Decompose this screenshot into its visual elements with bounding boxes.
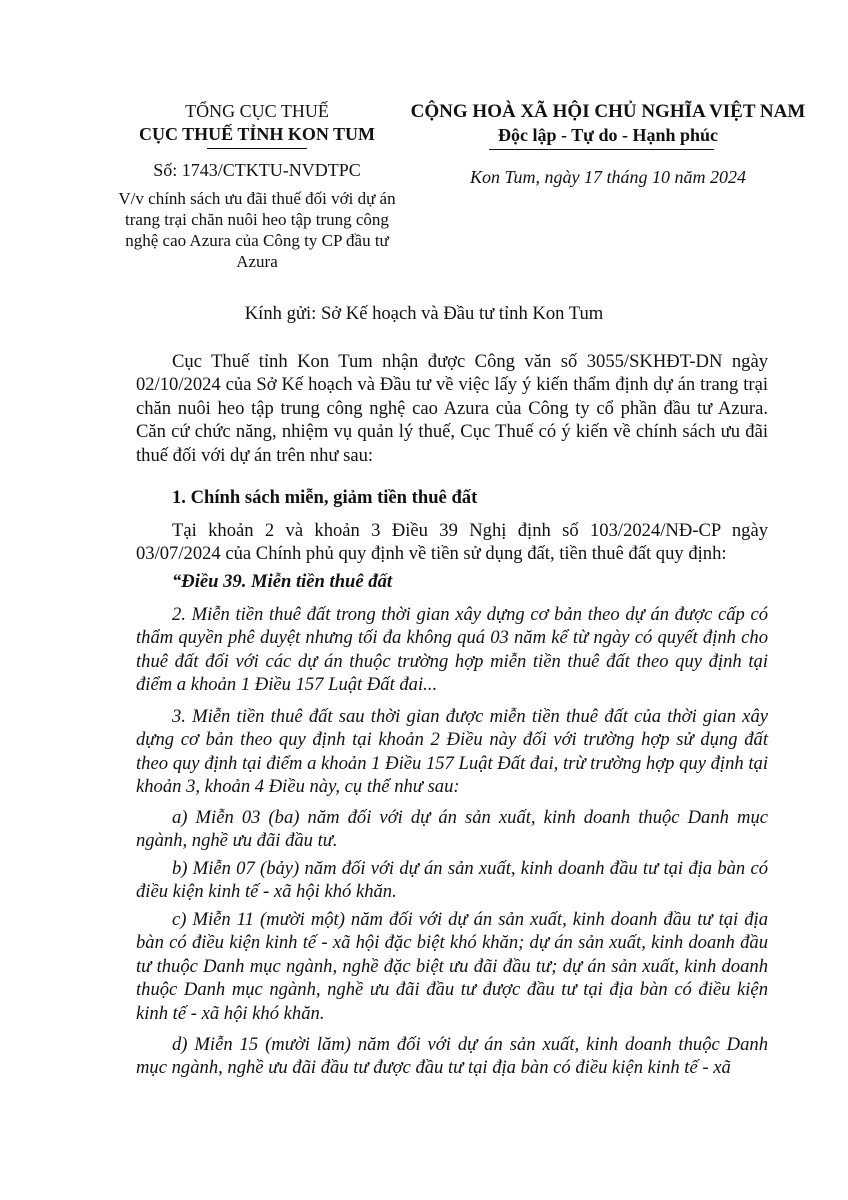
national-motto: Độc lập - Tự do - Hạnh phúc — [497, 125, 719, 145]
point-c: c) Miễn 11 (mười một) năm đối với dự án sản xuất, kinh doanh đầu tư tại địa bàn có điều kiện kinh tế - xã hội đặc biệt khó khăn; dự án sản xuất, kinh doanh đầu tư thuộc Danh mục ngành, nghề đặc biệt ưu đãi đầu tư; dự án sản xuất, kinh doanh thuộc Danh mục ngành, nghề ưu đãi đầu tư được đầu tư tại địa bàn có điều kiện kinh tế - xã hội khó khăn. — [136, 909, 768, 1024]
clause-2: 2. Miễn tiền thuê đất trong thời gian xây dựng cơ bản theo dự án được cấp có thẩm quyền phê duyệt nhưng tối đa không quá 03 năm kể từ ngày có quyết định cho thuê đất đối với các dự án thuộc trường hợp miễn tiền thuê đất theo quy định tại điểm a khoản 1 Điều 157 Luật Đất đai... — [136, 604, 768, 696]
intro-paragraph: Cục Thuế tỉnh Kon Tum nhận được Công văn số 3055/SKHĐT-DN ngày 02/10/2024 của Sở Kế hoạch và Đầu tư về việc lấy ý kiến thẩm định dự án trang trại chăn nuôi heo tập trung công nghệ cao Azura của Công ty cổ phần đầu tư Azura. Căn cứ chức năng, nhiệm vụ quản lý thuế, Cục Thuế có ý kiến về chính sách ưu đãi thuế đối với dự án trên như sau: — [136, 351, 768, 466]
article-heading: “Điều 39. Miễn tiền thuê đất — [172, 571, 393, 592]
clause-3: 3. Miễn tiền thuê đất sau thời gian được miễn tiền thuê đất của thời gian xây dựng cơ bản theo quy định tại khoản 2 Điều này đối với trường hợp sử dụng đất theo quy định tại điểm a khoản 1 Điều 157 Luật Đất đai, trừ trường hợp quy định tại khoản 3, khoản 4 Điều này, cụ thể như sau: — [136, 706, 768, 798]
document-subject: V/v chính sách ưu đãi thuế đối với dự án trang trại chăn nuôi heo tập trung công nghệ cao Azura của Công ty CP đầu tư Azura — [118, 189, 396, 271]
place-date: Kon Tum, ngày 17 tháng 10 năm 2024 — [469, 167, 746, 187]
point-d: d) Miễn 15 (mười lăm) năm đối với dự án sản xuất, kinh doanh thuộc Danh mục ngành, nghề ưu đãi đầu tư được đầu tư tại địa bàn có điều kiện kinh tế - xã — [136, 1034, 768, 1079]
section-1-paragraph: Tại khoản 2 và khoản 3 Điều 39 Nghị định số 103/2024/NĐ-CP ngày 03/07/2024 của Chính phủ quy định về tiền sử dụng đất, tiền thuê đất quy định: — [136, 520, 768, 565]
national-title: CỘNG HOÀ XÃ HỘI CHỦ NGHĨA VIỆT NAM — [410, 101, 806, 122]
point-a: a) Miễn 03 (ba) năm đối với dự án sản xuất, kinh doanh thuộc Danh mục ngành, nghề ưu đãi đầu tư. — [136, 807, 768, 852]
document-number: Số: 1743/CTKTU-NVDTPC — [153, 160, 361, 180]
agency-underline — [207, 148, 307, 149]
section-1-heading: 1. Chính sách miễn, giảm tiền thuê đất — [172, 487, 478, 508]
agency-parent: TỔNG CỤC THUẾ — [185, 101, 329, 121]
recipient-line: Kính gửi: Sở Kế hoạch và Đầu tư tỉnh Kon Tum — [244, 303, 604, 324]
agency-name: CỤC THUẾ TỈNH KON TUM — [138, 124, 376, 144]
motto-underline — [489, 149, 714, 150]
point-b: b) Miễn 07 (bảy) năm đối với dự án sản xuất, kinh doanh đầu tư tại địa bàn có điều kiện kinh tế - xã hội khó khăn. — [136, 858, 768, 903]
